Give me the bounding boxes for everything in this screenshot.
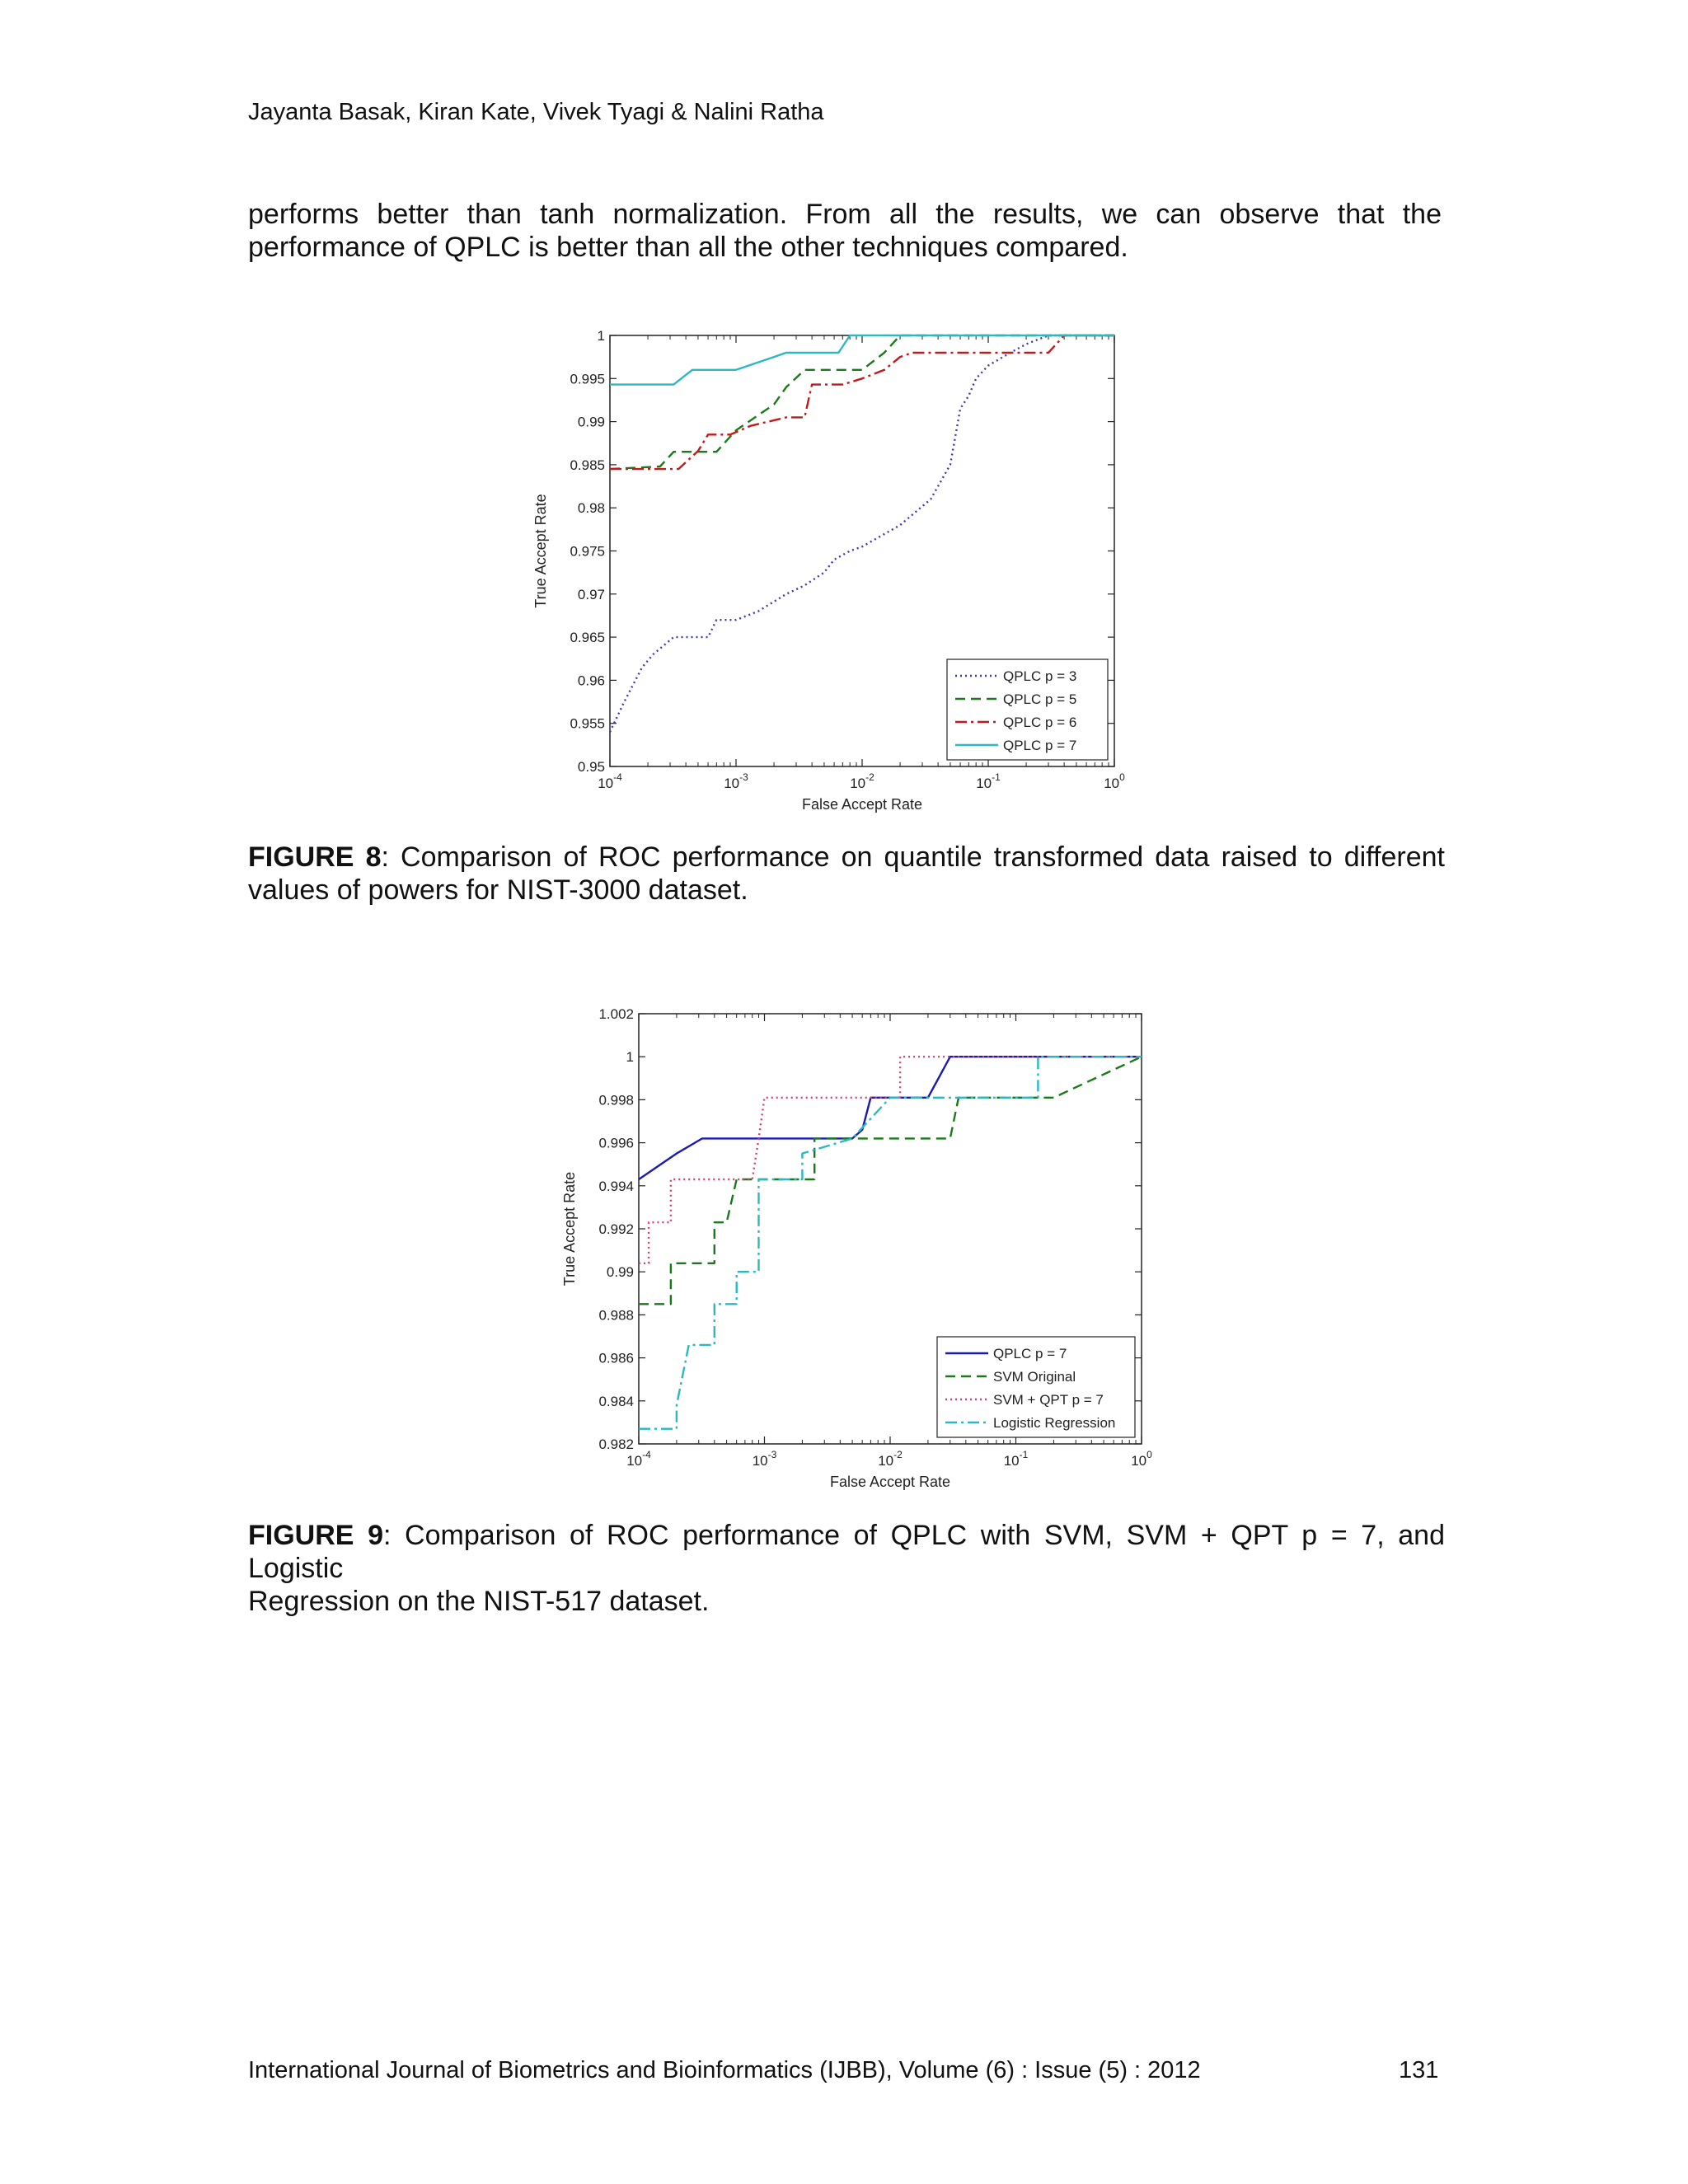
caption-text: : Comparison of ROC performance of QPLC with SVM, SVM + QPT p = 7, and Logistic — [248, 1520, 1445, 1584]
y-tick-label: 0.996 — [598, 1135, 634, 1151]
y-tick-label: 0.988 — [598, 1307, 634, 1324]
figure-9-caption — [248, 1519, 1445, 1618]
legend-label: SVM + QPT p = 7 — [993, 1392, 1104, 1408]
x-tick-label: $10^{-4}$ — [626, 1449, 651, 1469]
x-tick-label: $10^{-4}$ — [598, 771, 622, 791]
y-tick-label: 0.975 — [570, 543, 605, 560]
x-axis-label: False Accept Rate — [829, 1474, 951, 1490]
y-tick-label: 0.985 — [570, 457, 605, 473]
y-axis-label: True Accept Rate — [532, 494, 549, 608]
figure-label: FIGURE 8 — [248, 841, 382, 873]
figure-9-chart — [560, 993, 1187, 1504]
y-tick-label: 0.96 — [577, 673, 605, 689]
caption-text: Regression on the NIST-517 dataset. — [248, 1586, 710, 1617]
y-tick-label: 0.95 — [577, 759, 605, 775]
figure-8-chart — [528, 317, 1154, 828]
legend-label: QPLC p = 7 — [1003, 738, 1077, 753]
legend-label: QPLC p = 5 — [1003, 691, 1077, 707]
y-tick-label: 0.995 — [570, 371, 605, 387]
y-tick-label: 0.992 — [598, 1221, 634, 1237]
legend-label: QPLC p = 3 — [1003, 668, 1077, 684]
x-tick-label: $10^0$ — [1104, 771, 1125, 791]
x-tick-label: $10^{-1}$ — [976, 771, 1001, 791]
y-axis-label: True Accept Rate — [561, 1171, 578, 1286]
x-tick-label: $10^{-2}$ — [850, 771, 874, 791]
page-number: 131 — [1399, 2057, 1439, 2083]
x-tick-label: $10^0$ — [1131, 1449, 1152, 1469]
y-tick-label: 1 — [597, 328, 605, 344]
legend-label: SVM Original — [993, 1369, 1076, 1385]
y-tick-label: 0.965 — [570, 630, 605, 646]
running-header: Jayanta Basak, Kiran Kate, Vivek Tyagi & Nalini Ratha — [248, 99, 824, 125]
figure-label: FIGURE 9 — [248, 1520, 383, 1551]
caption-text: values of powers for NIST-3000 dataset. — [248, 874, 748, 906]
y-tick-label: 0.98 — [577, 500, 605, 517]
x-tick-label: $10^{-3}$ — [752, 1449, 777, 1469]
x-tick-label: $10^{-1}$ — [1003, 1449, 1029, 1469]
legend-label: Logistic Regression — [993, 1415, 1116, 1431]
x-tick-label: $10^{-2}$ — [878, 1449, 903, 1469]
y-tick-label: 0.984 — [598, 1393, 634, 1409]
y-tick-label: 0.99 — [577, 414, 605, 430]
legend-label: QPLC p = 7 — [993, 1346, 1067, 1361]
y-tick-label: 0.97 — [577, 586, 605, 602]
y-tick-label: 0.99 — [606, 1264, 634, 1281]
body-line: performs better than tanh normalization. From all the results, we can observe that the — [248, 199, 1442, 230]
x-tick-label: $10^{-3}$ — [724, 771, 748, 791]
y-tick-label: 0.998 — [598, 1092, 634, 1108]
body-line: performance of QPLC is better than all the other techniques compared. — [248, 232, 1128, 263]
y-tick-label: 0.955 — [570, 715, 605, 732]
y-tick-label: 1.002 — [598, 1006, 634, 1022]
journal-footer: International Journal of Biometrics and Bioinformatics (IJBB), Volume (6) : Issue (5) : 2012 — [248, 2057, 1201, 2083]
legend-label: QPLC p = 6 — [1003, 715, 1077, 730]
x-axis-label: False Accept Rate — [801, 796, 923, 813]
y-tick-label: 0.982 — [598, 1436, 634, 1452]
y-tick-label: 0.994 — [598, 1178, 634, 1194]
figure-8-caption — [248, 841, 1445, 907]
y-tick-label: 1 — [626, 1049, 634, 1066]
body-paragraph — [248, 198, 1442, 264]
caption-text: : Comparison of ROC performance on quantile transformed data raised to different — [381, 841, 1445, 873]
y-tick-label: 0.986 — [598, 1350, 634, 1366]
